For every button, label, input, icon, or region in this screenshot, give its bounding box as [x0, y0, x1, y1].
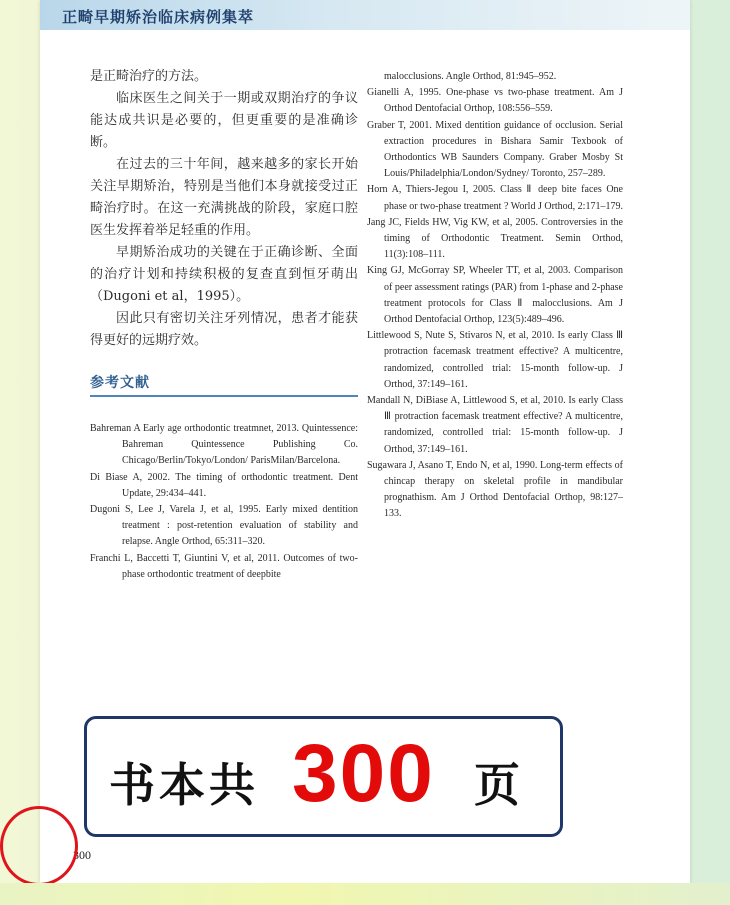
reference-continuation: malocclusions. Angle Orthod, 81:945–952.: [384, 71, 557, 82]
reference-item: Bahreman A Early age orthodontic treatmnet, 2013. Quintessence: Bahreman Quintessence Publishing Co. Chicago/Berlin/Tokyo/London/ ParisMilan/Barcelona.: [90, 423, 358, 467]
references-list-left: [90, 421, 358, 583]
right-column: [367, 69, 623, 523]
reference-item: Dugoni S, Lee J, Varela J, et al, 1995. Early mixed dentition treatment : post-retention evaluation of stability and relapse. Angle Orthod, 65:311–320.: [90, 504, 358, 548]
page-number-highlight-circle: [0, 806, 78, 886]
banner-page-count: 300: [292, 728, 435, 819]
reference-item: Di Biase A, 2002. The timing of orthodontic treatment. Dent Update, 29:434–441.: [90, 471, 358, 499]
reference-item: Sugawara J, Asano T, Endo N, et al, 1990. Long-term effects of chincap therapy on skeletal profile in mandibular prognathism. Am J Orthod Dentofacial Orthop, 98:127–133.: [367, 459, 623, 520]
reference-item: Graber T, 2001. Mixed dentition guidance of occlusion. Serial extraction procedures in Bishara Samir Texbook of Orthodontics WB Saunders Company. Graber Mosby St Louis/Philadelphia/London/Sydney/ Toronto, 257–289.: [367, 119, 623, 180]
reference-item: Gianelli A, 1995. One-phase vs two-phase treatment. Am J Orthod Dentofacial Orthop, 108:556–559.: [367, 87, 623, 115]
reference-item: Mandall N, DiBiase A, Littlewood S, et al, 2010. Is early Class Ⅲ protraction facemask treatment effective? A multicentre, randomized, controlled trial: 15-month follow-up. J Orthod, 37:149–161.: [367, 395, 623, 455]
reference-item: King GJ, McGorray SP, Wheeler TT, et al, 2003. Comparison of peer assessment ratings (PAR) from 1-phase and 2-phase treatment protocols for Class Ⅱ malocclusions. Am J Orthod Dentofacial Orthop, 123(5):489–496.: [367, 265, 623, 326]
reference-item: Horn A, Thiers-Jegou I, 2005. Class Ⅱ deep bite faces One phase or two-phase treatment ? World J Orthod, 2:171–179.: [367, 184, 623, 212]
running-header-title: 正畸早期矫治临床病例集萃: [62, 8, 255, 26]
reference-item: Littlewood S, Nute S, Stivaros N, et al, 2010. Is early Class Ⅲ protraction facemask treatment effective? A multicentre, randomized, controlled trial: 15-month follow-up. J Orthod, 37:149–161.: [367, 330, 623, 390]
left-column: [90, 66, 358, 583]
reference-item: Jang JC, Fields HW, Vig KW, et al, 2005. Controversies in the timing of Orthodontic Treatment. Semin Orthod, 11(3):108–111.: [367, 216, 623, 261]
page-count-banner: [84, 716, 563, 837]
body-paragraph: 因此只有密切关注牙列情况，患者才能获得更好的远期疗效。: [90, 311, 358, 348]
banner-prefix: 书本共: [109, 758, 259, 812]
body-paragraph: 是正畸治疗的方法。: [90, 69, 208, 84]
body-paragraph: 临床医生之间关于一期或双期治疗的争议能达成共识是必要的，但更重要的是准确诊断。: [90, 91, 358, 150]
body-paragraph: 在过去的三十年间，越来越多的家长开始关注早期矫治，特别是当他们本身就接受过正畸治疗时。在这一充满挑战的阶段，家庭口腔医生发挥着举足轻重的作用。: [90, 157, 358, 238]
bottom-decorative-bar: [0, 883, 730, 905]
banner-suffix: 页: [474, 758, 520, 812]
reference-item: Franchi L, Baccetti T, Giuntini V, et al, 2011. Outcomes of two-phase orthodontic treatment of deepbite: [90, 552, 358, 580]
references-heading: 参考文献: [90, 372, 358, 397]
page-number: 300: [73, 848, 91, 862]
running-header: [40, 0, 690, 30]
body-paragraph: 早期矫治成功的关键在于正确诊断、全面的治疗计划和持续积极的复查直到恒牙萌出（Dugoni et al，1995）。: [90, 245, 358, 304]
